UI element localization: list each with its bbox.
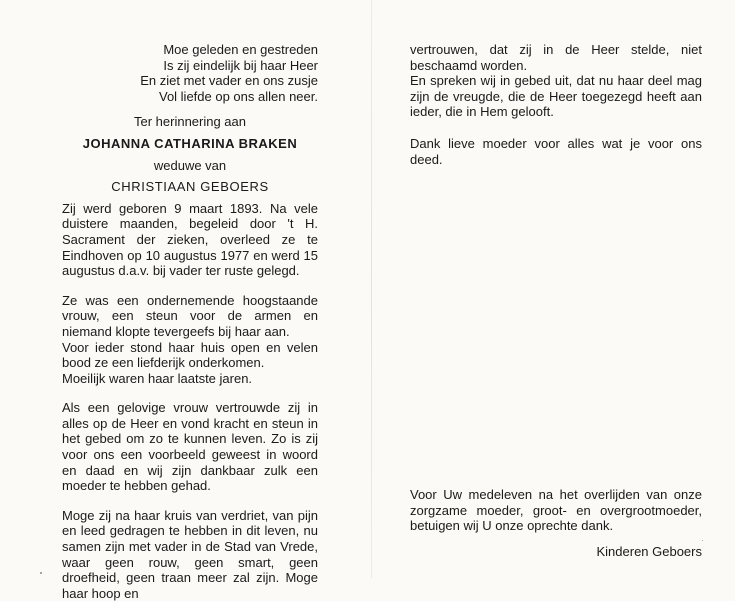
right-column	[410, 42, 702, 167]
hope-paragraph: Moge zij na haar kruis van verdriet, van pijn en leed gedragen te hebben in dit leven, nu samen zijn met vader in de Stad van Vrede, waar geen rouw, geen smart, geen droefheid, geen traan meer zal zijn. Moge haar hoop en	[62, 507, 318, 601]
birth-death-paragraph: Zij werd geboren 9 maart 1893. Na vele duistere maanden, begeleid door 't H. Sacrament der zieken, overleed ze te Eindhoven op 10 augustus 1977 en werd 15 augustus d.a.v. bij vader ter ruste gelegd.	[62, 200, 318, 279]
poem-line: Vol liefde op ons allen neer.	[158, 88, 318, 104]
thanks-mother-paragraph: Dank lieve moeder voor alles wat je voor ons deed.	[410, 135, 702, 167]
poem-line: Moe geleden en gestreden	[163, 42, 318, 57]
prayer-paragraph: En spreken wij in gebed uit, dat nu haar deel mag zijn de vreugde, die de Heer toegezegd heeft aan ieder, die in Hem gelooft.	[410, 73, 702, 120]
spouse-name: CHRISTIAAN GEBOERS	[111, 179, 269, 195]
print-speck	[702, 540, 703, 541]
poem-line: En ziet met vader en ons zusje	[140, 73, 318, 89]
acknowledgement-block	[410, 487, 702, 559]
widow-line: weduwe van	[153, 157, 227, 173]
character-paragraph: Ze was een ondernemende hoogstaande vrouw, een steun voor de armen en niemand klopte tevergeefs bij haar aan. Voor ieder stond haar huis open en velen bood ze een liefderijk onderkomen. Moeilijk waren haar laatste jaren.	[62, 292, 318, 386]
faith-paragraph: Als een gelovige vrouw vertrouwde zij in alles op de Heer en vond kracht en steun in het gebed om zo te kunnen leven. Zo is zij voor ons een voorbeeld geweest in woord en daad en wij zijn dankbaar zulk een moeder te hebben gehad.	[62, 400, 318, 494]
memory-line: Ter herinnering aan	[133, 114, 247, 130]
print-speck	[40, 572, 42, 574]
poem	[62, 42, 318, 104]
poem-line: Is zij eindelijk bij haar Heer	[163, 57, 318, 73]
deceased-name: JOHANNA CATHARINA BRAKEN	[82, 135, 298, 151]
left-column	[62, 42, 318, 601]
card-fold	[371, 0, 372, 578]
acknowledgement-text: Voor Uw medeleven na het overlijden van onze zorgzame moeder, groot- en overgrootmoeder, betuigen wij U onze oprechte dank.	[410, 487, 702, 534]
signature: Kinderen Geboers	[596, 543, 702, 559]
trust-paragraph: vertrouwen, dat zij in de Heer stelde, niet beschaamd worden.	[410, 42, 702, 73]
